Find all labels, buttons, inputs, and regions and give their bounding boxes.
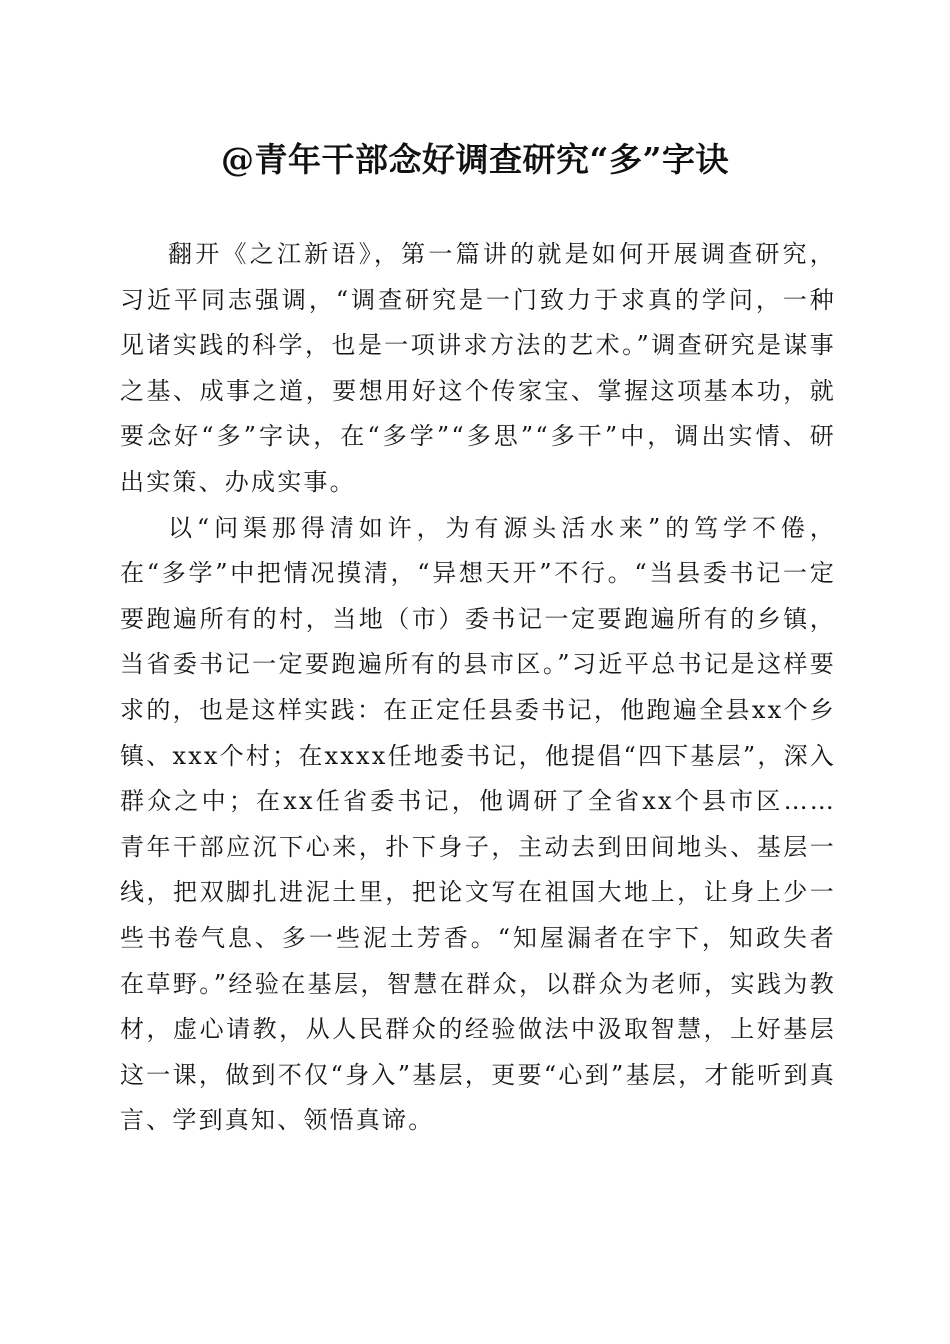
paragraph-2: 以“问渠那得清如许，为有源头活水来”的笃学不倦，在“多学”中把情况摸清，“异想天开”不行。“当县委书记一定要跑遍所有的村，当地（市）委书记一定要跑遍所有的乡镇，当省委书记一定要跑遍所有的县市区。”习近平总书记是这样要求的，也是这样实践：在正定任县委书记，他跑遍全县xx个乡镇、xxx个村；在xxxx任地委书记，他提倡“四下基层”，深入群众之中；在xx任省委书记，他调研了全省xx个县市区……青年干部应沉下心来，扑下身子，主动去到田间地头、基层一线，把双脚扎进泥土里，把论文写在祖国大地上，让身上少一些书卷气息、多一些泥土芳香。“知屋漏者在宇下，知政失者在草野。”经验在基层，智慧在群众，以群众为老师，实践为教材，虚心请教，从人民群众的经验做法中汲取智慧，上好基层这一课，做到不仅“身入”基层，更要“心到”基层，才能听到真言、学到真知、领悟真谛。 [120,513,836,1135]
document-body [120,232,836,1144]
document-title: @青年干部念好调查研究“多”字诀 [221,140,729,179]
paragraph-1: 翻开《之江新语》，第一篇讲的就是如何开展调查研究，习近平同志强调，“调查研究是一门致力于求真的学问，一种见诸实践的科学，也是一项讲求方法的艺术。”调查研究是谋事之基、成事之道，要想用好这个传家宝、掌握这项基本功，就要念好“多”字诀，在“多学”“多思”“多干”中，调出实情、研出实策、办成实事。 [120,240,836,496]
